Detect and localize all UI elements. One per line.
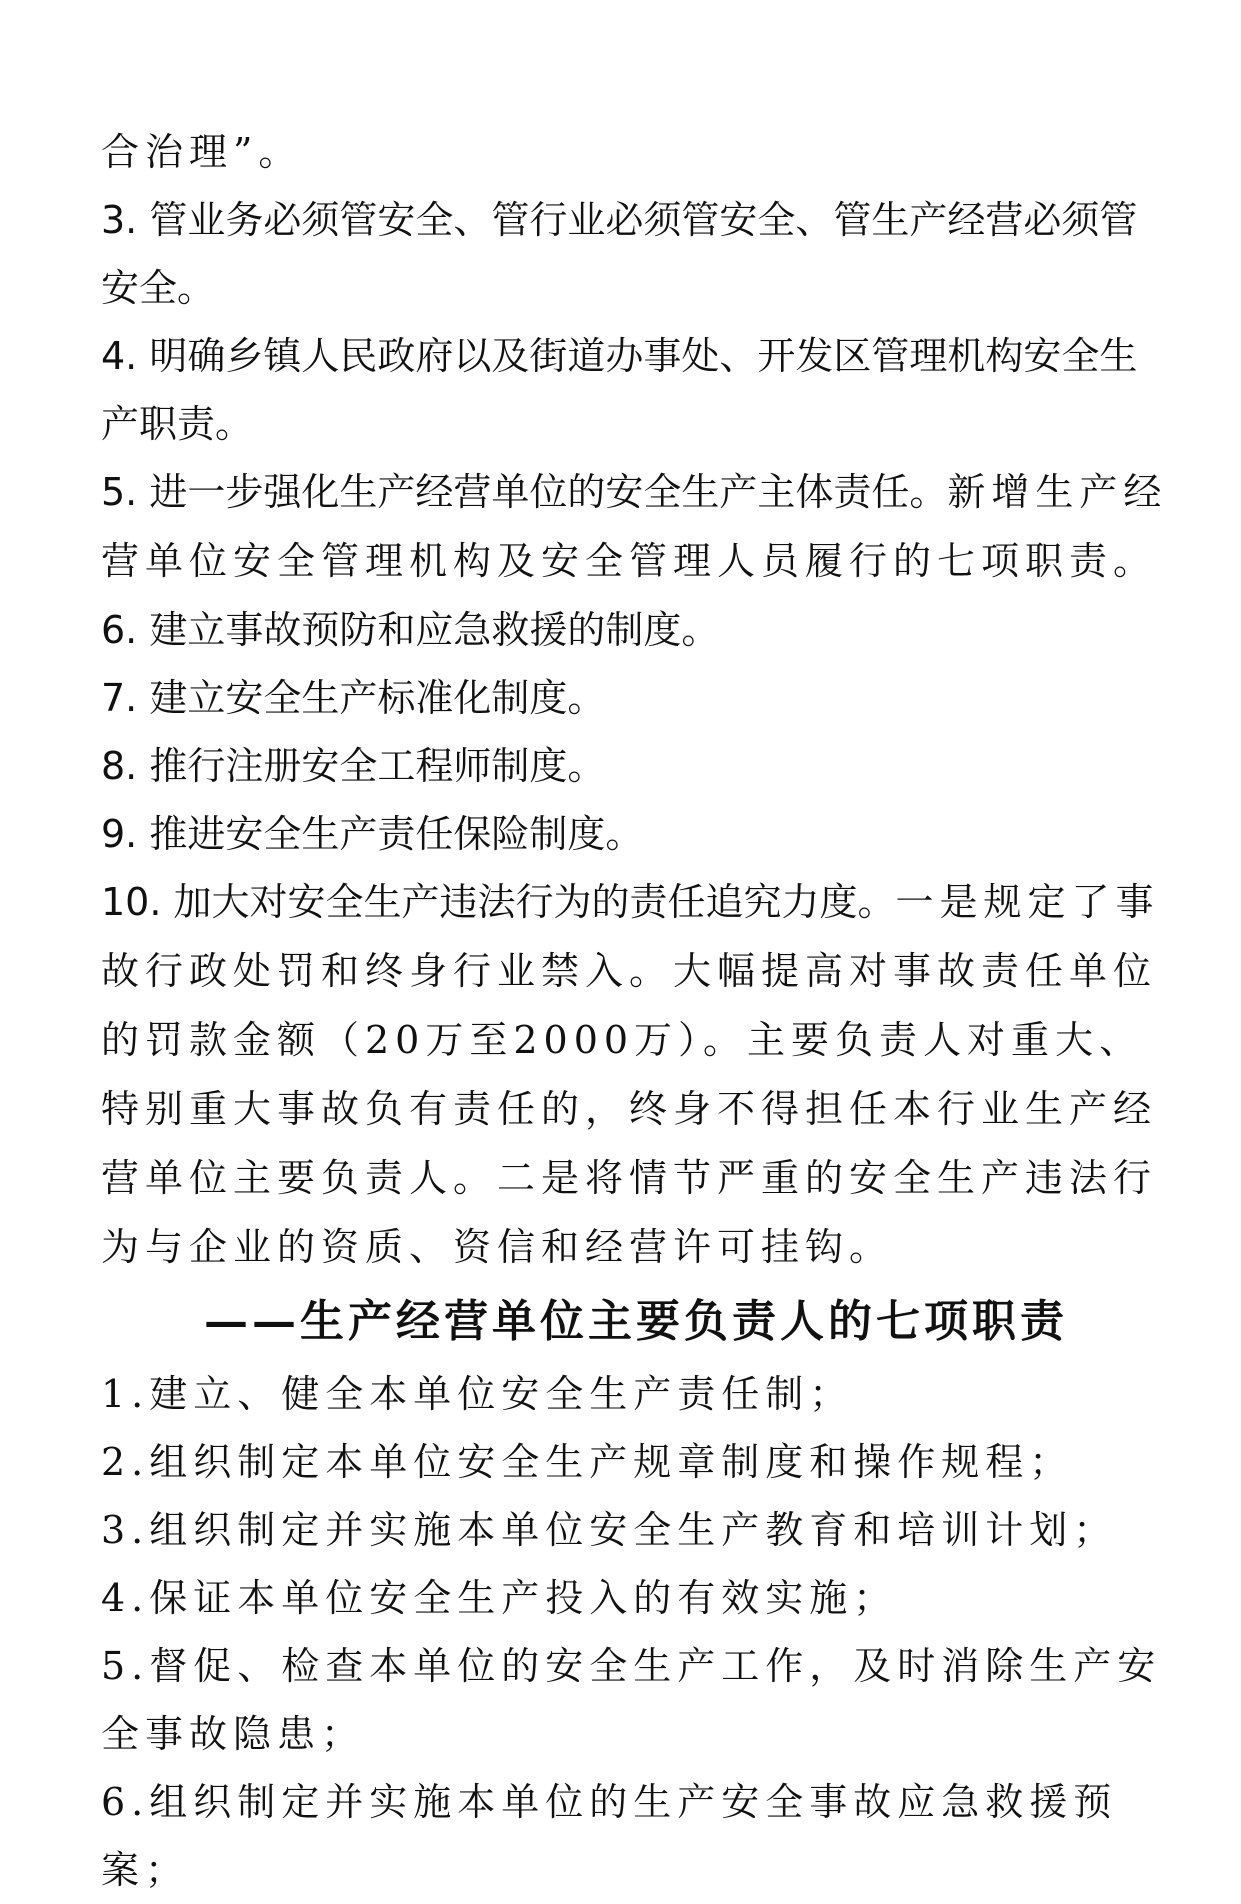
item-10	[101, 868, 1171, 1282]
paragraph-continuation: 合治理”。	[101, 130, 303, 174]
item-4: 4. 明确乡镇人民政府以及街道办事处、开发区管理机构安全生产职责。	[101, 334, 1138, 446]
duty-item-3: 3.组织制定并实施本单位安全生产教育和培训计划；	[101, 1508, 1118, 1552]
document-page	[101, 118, 1171, 1904]
duty-item-5: 5.督促、检查本单位的安全生产工作，及时消除生产安全事故隐患；	[101, 1644, 1162, 1756]
duty-item-2: 2.组织制定本单位安全生产规章制度和操作规程；	[101, 1440, 1074, 1484]
item-3: 3. 管业务必须管安全、管行业必须管安全、管生产经营必须管安全。	[101, 198, 1138, 310]
item-6: 6. 建立事故预防和应急救援的制度。	[101, 608, 720, 652]
item-7: 7. 建立安全生产标准化制度。	[101, 676, 606, 720]
duty-item-4: 4.保证本单位安全生产投入的有效实施；	[101, 1576, 898, 1620]
item-5-body: 新增生产经营单位安全管理机构及安全管理人员履行的七项职责。	[101, 470, 1168, 583]
section-heading: ——生产经营单位主要负责人的七项职责	[204, 1296, 1068, 1347]
duty-item-6: 6.组织制定并实施本单位的生产安全事故应急救援预案；	[101, 1780, 1118, 1892]
duty-item-1: 1.建立、健全本单位安全生产责任制；	[101, 1372, 854, 1416]
item-5-lead: 5. 进一步强化生产经营单位的安全生产主体责任。	[101, 470, 948, 514]
item-10-body: 一是规定了事故行政处罚和终身行业禁入。大幅提高对事故责任单位的罚款金额（20万至2000万）。主要负责人对重大、特别重大事故负有责任的，终身不得担任本行业生产经营单位主要负责人。二是将情节严重的安全生产违法行为与企业的资质、资信和经营许可挂钩。	[101, 880, 1160, 1269]
item-5	[101, 458, 1171, 596]
item-8: 8. 推行注册安全工程师制度。	[101, 744, 606, 788]
item-10-lead: 10. 加大对安全生产违法行为的责任追究力度。	[101, 880, 896, 924]
item-9: 9. 推进安全生产责任保险制度。	[101, 812, 644, 856]
